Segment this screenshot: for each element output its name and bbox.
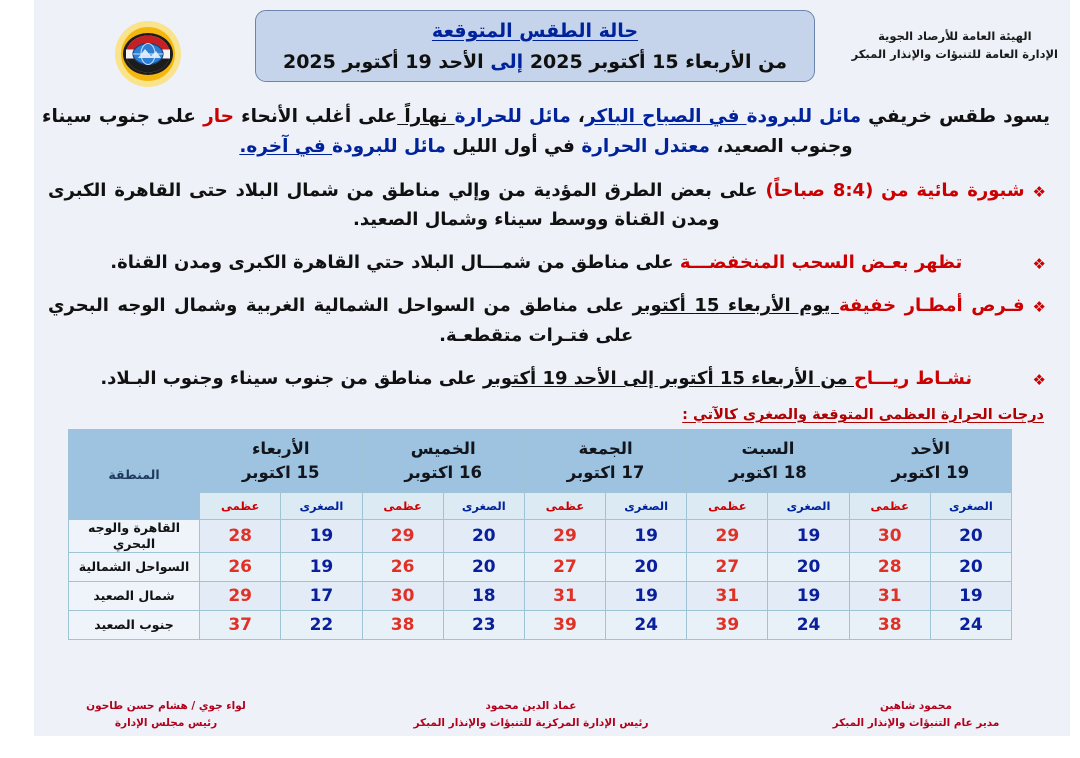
max-northcoast-friday: 27 — [524, 553, 605, 582]
day-header-sunday — [849, 429, 1011, 492]
diamond-bullet-icon: ❖ — [1032, 298, 1046, 317]
page-footer — [36, 698, 1066, 732]
intro-seg-early-morning: في الصباح الباكر — [584, 106, 747, 127]
max-southsaid-friday: 39 — [524, 611, 605, 640]
min-cairo-sunday: 20 — [930, 519, 1011, 553]
table-row — [69, 553, 1012, 582]
max-northsaid-wednesday: 29 — [200, 582, 281, 611]
list-item — [48, 176, 1046, 234]
bullet-body-low-clouds: على مناطق من شمـــال البلاد حتي القاهرة الكبرى ومدن القناة. — [110, 252, 680, 274]
max-southsaid-sunday: 38 — [849, 611, 930, 640]
bullet-highlight-wind: نشـاط ريـــاح — [853, 367, 973, 389]
day-header-wednesday — [200, 429, 363, 492]
day-date: 17 اكتوبر — [566, 462, 645, 482]
list-item — [48, 291, 1046, 349]
signature-name: عماد الدين محمود — [485, 700, 577, 713]
forecast-bullet-list — [48, 176, 1046, 393]
min-cairo-saturday: 19 — [768, 519, 849, 553]
day-date: 18 اكتوبر — [729, 462, 807, 482]
max-northcoast-sunday: 28 — [849, 553, 930, 582]
min-northsaid-thursday: 18 — [443, 582, 524, 611]
min-southsaid-saturday: 24 — [768, 611, 849, 640]
table-body — [69, 519, 1012, 640]
day-header-friday — [524, 429, 686, 492]
bullet-body-fog: على بعض الطرق المؤدية من وإلي مناطق من شمال البلاد حتى القاهرة الكبرى ومدن القناة ووسط سيناء وشمال الصعيد. — [48, 179, 766, 231]
signature-chairman — [36, 698, 296, 732]
signature-role: رئيس الإدارة المركزية للتنبؤات والإنذار المبكر — [413, 717, 649, 730]
forecast-date-range — [256, 48, 814, 77]
signature-forecast-director — [766, 698, 1066, 732]
subheader-min-friday: الصغرى — [606, 492, 687, 519]
table-row — [69, 611, 1012, 640]
temperature-table — [68, 429, 1012, 641]
max-cairo-sunday: 30 — [849, 519, 930, 553]
max-cairo-thursday: 29 — [362, 519, 443, 553]
intro-seg-1: يسود طقس خريفي — [861, 106, 1050, 127]
day-name: الخميس — [410, 439, 476, 459]
date-range-end: الأحد 19 أكتوبر 2025 — [282, 50, 484, 73]
bullet-text-fog — [48, 176, 1025, 234]
min-northcoast-saturday: 20 — [768, 553, 849, 582]
forecast-summary-paragraph — [42, 102, 1050, 162]
temperature-table-caption: درجات الحرارة العظمى المتوقعة والصغرى كالآتي : — [682, 406, 1044, 423]
signature-name: محمود شاهين — [879, 700, 953, 713]
intro-seg-warm-day: مائل للحرارة — [454, 106, 571, 127]
signature-name: لواء جوي / هشام حسن طاحون — [86, 700, 246, 713]
table-header — [69, 429, 1012, 519]
intro-seg-end-night: في آخره. — [239, 135, 333, 157]
page-title: حالة الطقس المتوقعة — [431, 20, 639, 42]
min-northcoast-friday: 20 — [606, 553, 687, 582]
min-northsaid-saturday: 19 — [768, 582, 849, 611]
subheader-min-wednesday: الصغرى — [281, 492, 362, 519]
min-northsaid-wednesday: 17 — [281, 582, 362, 611]
min-southsaid-sunday: 24 — [930, 611, 1011, 640]
subheader-max-saturday: عظمى — [687, 492, 768, 519]
max-northsaid-thursday: 30 — [362, 582, 443, 611]
bullet-text-low-clouds — [48, 248, 1025, 277]
table-subheader-row — [69, 492, 1012, 519]
diamond-bullet-icon: ❖ — [1032, 255, 1046, 274]
max-northcoast-thursday: 26 — [362, 553, 443, 582]
subheader-max-sunday: عظمى — [849, 492, 930, 519]
bullet-highlight-low-clouds: تظهر بعـض السحب المنخفضـــة — [679, 252, 963, 274]
page-right-margin — [1070, 0, 1080, 736]
max-southsaid-saturday: 39 — [687, 611, 768, 640]
page-bottom-margin — [0, 736, 1080, 758]
min-cairo-friday: 19 — [606, 519, 687, 553]
region-label-cairo-delta: القاهرة والوجه البحري — [69, 519, 200, 553]
day-header-thursday — [362, 429, 524, 492]
intro-seg-cool-morning: مائل للبرودة — [746, 106, 862, 127]
region-label-north-coast: السواحل الشمالية — [69, 553, 200, 582]
diamond-bullet-icon: ❖ — [1032, 370, 1046, 389]
intro-seg-hot: حار — [203, 106, 234, 127]
day-name: الأربعاء — [251, 439, 310, 459]
max-northcoast-saturday: 27 — [687, 553, 768, 582]
min-northcoast-thursday: 20 — [443, 553, 524, 582]
day-date: 16 اكتوبر — [404, 462, 482, 482]
bullet-text-wind — [48, 364, 1025, 393]
table-row — [69, 582, 1012, 611]
subheader-max-friday: عظمى — [524, 492, 605, 519]
org-line-department: الإدارة العامة للتنبؤات والإنذار المبكر — [851, 46, 1058, 61]
table-row — [69, 519, 1012, 553]
intro-seg-7: على أغلب الأنحاء — [234, 106, 398, 127]
diamond-bullet-icon: ❖ — [1032, 182, 1046, 201]
bullet-text-light-rain — [48, 291, 1025, 349]
bullet-date-wind: من الأربعاء 15 أكتوبر إلى الأحد 19 أكتوبر — [482, 367, 854, 389]
max-southsaid-wednesday: 37 — [200, 611, 281, 640]
bullet-date-light-rain: يوم الأربعاء 15 أكتوبر — [632, 295, 839, 317]
day-date: 19 اكتوبر — [891, 462, 970, 482]
intro-seg-cool-late: مائل للبرودة — [332, 135, 446, 157]
subheader-max-thursday: عظمى — [362, 492, 443, 519]
max-northsaid-friday: 31 — [524, 582, 605, 611]
intro-seg-mild-night: معتدل الحرارة — [581, 135, 710, 157]
date-range-connector: إلى — [490, 50, 524, 73]
intro-seg-11: في أول الليل — [445, 135, 582, 157]
max-northsaid-sunday: 31 — [849, 582, 930, 611]
org-line-authority: الهيئة العامة للأرصاد الجوية — [878, 29, 1032, 43]
signature-central-department-head — [351, 698, 711, 732]
day-name: الجمعة — [578, 439, 633, 459]
forecast-title-box — [255, 10, 815, 82]
max-cairo-friday: 29 — [524, 519, 605, 553]
temperature-table-wrapper — [68, 429, 1012, 641]
organization-name — [852, 28, 1058, 64]
region-column-header: المنطقة — [69, 429, 200, 519]
min-northsaid-sunday: 19 — [930, 582, 1011, 611]
intro-seg-4: ، — [570, 106, 585, 127]
region-label-north-upper-egypt: شمال الصعيد — [69, 582, 200, 611]
max-cairo-wednesday: 28 — [200, 519, 281, 553]
list-item — [48, 364, 1046, 393]
day-name: الأحد — [910, 439, 950, 459]
max-cairo-saturday: 29 — [687, 519, 768, 553]
min-southsaid-friday: 24 — [606, 611, 687, 640]
region-label-south-upper-egypt: جنوب الصعيد — [69, 611, 200, 640]
table-day-header-row — [69, 429, 1012, 492]
bullet-body-wind: على مناطق من جنوب سيناء وجنوب البـلاد. — [100, 367, 483, 389]
min-northcoast-wednesday: 19 — [281, 553, 362, 582]
day-header-saturday — [687, 429, 849, 492]
min-southsaid-wednesday: 22 — [281, 611, 362, 640]
subheader-min-thursday: الصغرى — [443, 492, 524, 519]
egyptian-meteorological-authority-logo — [104, 18, 192, 90]
min-southsaid-thursday: 23 — [443, 611, 524, 640]
intro-seg-9: على جنوب سيناء وجنوب الصعيد، — [42, 106, 853, 157]
bullet-highlight-light-rain: فـرص أمطـار خفيفة — [838, 295, 1025, 317]
subheader-min-saturday: الصغرى — [768, 492, 849, 519]
day-name: السبت — [741, 439, 795, 459]
subheader-min-sunday: الصغرى — [930, 492, 1011, 519]
intro-seg-daytime: نهاراً — [397, 106, 455, 127]
min-northcoast-sunday: 20 — [930, 553, 1011, 582]
day-date: 15 اكتوبر — [241, 462, 320, 482]
signature-role: رئيس مجلس الإدارة — [114, 717, 218, 730]
max-southsaid-thursday: 38 — [362, 611, 443, 640]
max-northsaid-saturday: 31 — [687, 582, 768, 611]
signature-role: مدير عام التنبؤات والإنذار المبكر — [832, 717, 1000, 730]
min-cairo-thursday: 20 — [443, 519, 524, 553]
list-item — [48, 248, 1046, 277]
subheader-max-wednesday: عظمى — [200, 492, 281, 519]
page-left-margin — [0, 0, 34, 736]
min-cairo-wednesday: 19 — [281, 519, 362, 553]
bullet-body-light-rain: على مناطق من السواحل الشمالية الغربية وشمال الوجه البحري على فتـرات متقطعـة. — [48, 295, 634, 346]
page-header — [0, 0, 1080, 98]
date-range-start: من الأربعاء 15 أكتوبر 2025 — [529, 50, 787, 73]
max-northcoast-wednesday: 26 — [200, 553, 281, 582]
bullet-highlight-fog: شبورة مائية من (8:4 صباحاً) — [765, 179, 1025, 201]
min-northsaid-friday: 19 — [606, 582, 687, 611]
